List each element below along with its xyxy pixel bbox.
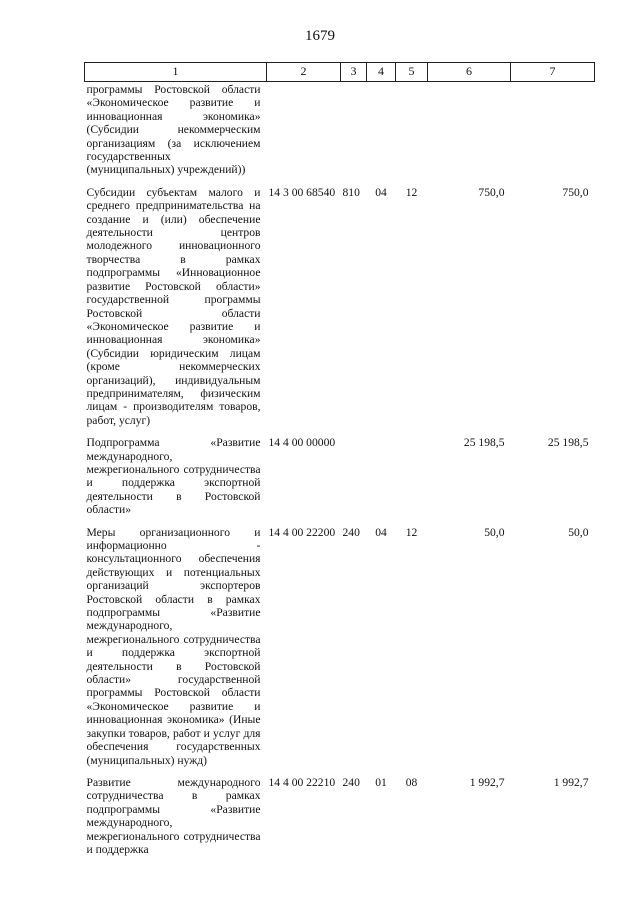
row-vr [341,427,367,516]
col-header-1: 1 [85,63,267,82]
page-number: 1679 [305,28,335,44]
row-vr: 240 [342,525,360,539]
col-header-5: 5 [396,63,428,82]
row-code: 14 3 00 68540 [268,185,336,199]
row-description: Меры организационного и информационно - консультационного обеспечения действующих и потенциальных организаций экспортеров Ростовской области в рамках подпрограммы «Развитие международного, межрегионального сотрудничества и поддержка экспортной деятельности в Ростовской области» государственной программы Ростовской области «Экономическое развитие и инновационная экономика» (Иные закупки товаров, работ и услуг для обеспечения государственных (муниципальных) нужд) [86,525,261,767]
col-header-2: 2 [267,63,341,82]
row-pr: 12 [405,185,418,199]
row-sum-1: 1 992,7 [469,775,505,789]
col-header-4: 4 [367,63,396,82]
row-vr [341,82,367,177]
table-row [85,82,595,177]
row-description: Подпрограмма «Развитие международного, межрегионального сотрудничества и поддержка экспортной деятельности в Ростовской области» [86,436,261,517]
row-description: Субсидии субъектам малого и среднего предпринимательства на создание и (или) обеспечение деятельности центров молодежного инновационного творчества в рамках подпрограммы «Инновационное развитие Ростовской области» государственной программы Ростовской области «Экономическое развитие и инновационная экономика» (Субсидии юридическим лицам (кроме некоммерческих организаций), индивидуальным предпринимателям, физическим лицам - производителям товаров, работ, услуг) [86,185,261,427]
row-rz [367,82,396,177]
budget-table [84,62,595,856]
row-code [267,82,341,177]
row-rz: 04 [375,525,387,539]
row-sum-2: 50,0 [568,525,589,539]
row-rz: 01 [375,775,387,789]
row-code: 14 4 00 22210 [268,775,336,789]
row-sum-1 [428,82,511,177]
row-pr [396,427,428,516]
table-row [85,427,595,516]
table-row [85,767,595,856]
row-rz: 04 [375,185,387,199]
table-row [85,517,595,767]
row-description: Развитие международного сотрудничества в рамках подпрограммы «Развитие международного, межрегионального сотрудничества и поддержка [86,775,261,856]
row-pr: 12 [405,525,418,539]
row-sum-2: 1 992,7 [553,775,589,789]
row-pr: 08 [405,775,418,789]
row-code: 14 4 00 00000 [268,436,336,450]
row-sum-2 [511,82,595,177]
col-header-3: 3 [341,63,367,82]
col-header-7: 7 [511,63,595,82]
col-header-6: 6 [428,63,511,82]
row-sum-2: 25 198,5 [547,436,589,450]
row-sum-1: 50,0 [484,525,505,539]
row-vr: 810 [342,185,360,199]
row-code: 14 4 00 22200 [268,525,336,539]
row-vr: 240 [342,775,360,789]
row-pr [396,82,428,177]
row-sum-2: 750,0 [562,185,589,199]
header-row [85,63,595,82]
table-row [85,177,595,427]
row-sum-1: 750,0 [478,185,505,199]
row-description: программы Ростовской области «Экономическое развитие и инновационная экономика» (Субсидии некоммерческим организациям (за исключением государственных (муниципальных) учреждений)) [86,83,261,177]
row-rz [367,427,396,516]
row-sum-1: 25 198,5 [463,436,505,450]
